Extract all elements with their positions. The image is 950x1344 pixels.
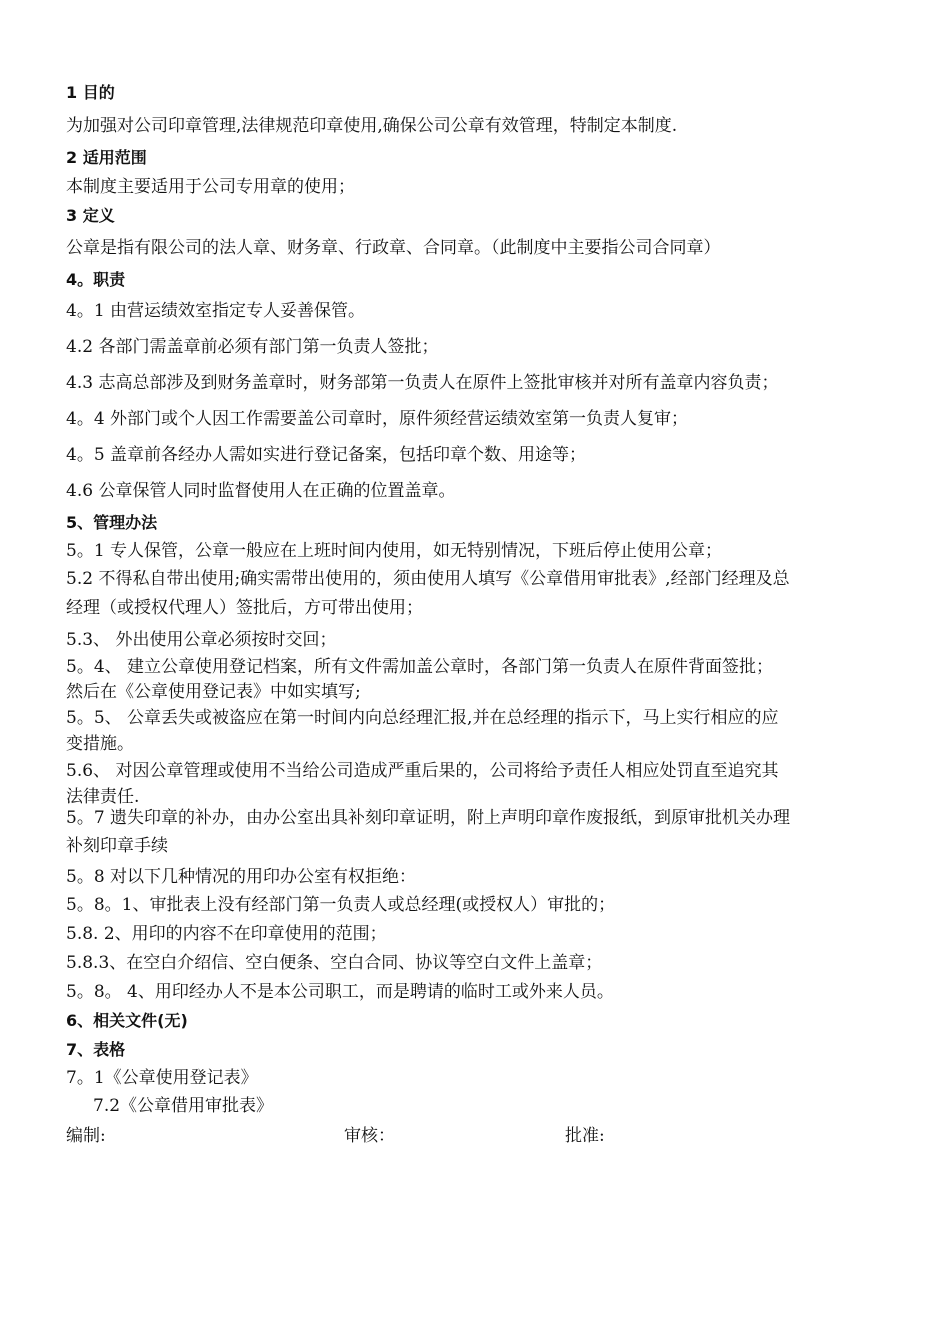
text-line: 5。8 对以下几种情况的用印办公室有权拒绝：	[66, 867, 417, 887]
section-2-body: 本制度主要适用于公司专用章的使用；	[66, 177, 355, 197]
text-line: 5。4、 建立公章使用登记档案，所有文件需加盖公章时，各部门第一负责人在原件背面签批；	[66, 657, 774, 677]
section-1-body: 为加强对公司印章管理,法律规范印章使用,确保公司公章有效管理，特制定本制度.	[66, 116, 678, 136]
list-item: 4.2 各部门需盖章前必须有部门第一负责人签批；	[66, 337, 439, 357]
text-line: 5。8。1、审批表上没有经部门第一负责人或总经理(或授权人）审批的；	[66, 895, 616, 915]
text-line: 补刻印章手续	[66, 836, 168, 856]
section-5-heading: 5、管理办法	[66, 513, 158, 532]
list-item: 4。5 盖章前各经办人需如实进行登记备案，包括印章个数、用途等；	[66, 445, 587, 465]
reviewed-by-label: 审核：	[344, 1126, 395, 1146]
section-1-heading: 1 目的	[66, 83, 115, 102]
text-line: 5。5、 公章丢失或被盗应在第一时间内向总经理汇报,并在总经理的指示下，马上实行相应的应	[66, 708, 779, 728]
list-item: 7.2《公章借用审批表》	[93, 1096, 274, 1116]
list-item: 4.3 志高总部涉及到财务盖章时，财务部第一负责人在原件上签批审核并对所有盖章内容负责；	[66, 373, 779, 393]
text-line: 经理（或授权代理人）签批后，方可带出使用；	[66, 598, 423, 618]
section-4-heading: 4。职责	[66, 270, 126, 289]
text-line: 然后在《公章使用登记表》中如实填写;	[66, 682, 361, 702]
section-3-heading: 3 定义	[66, 206, 115, 225]
list-item: 4。1 由营运绩效室指定专人妥善保管。	[66, 301, 366, 321]
text-line: 5.3、 外出使用公章必须按时交回；	[66, 630, 337, 650]
text-line: 法律责任.	[66, 787, 140, 807]
text-line: 5.8.3、在空白介绍信、空白便条、空白合同、协议等空白文件上盖章；	[66, 953, 603, 973]
text-line: 5.6、 对因公章管理或使用不当给公司造成严重后果的，公司将给予责任人相应处罚直至追究其	[66, 761, 779, 781]
section-7-heading: 7、表格	[66, 1040, 126, 1059]
text-line: 5.2 不得私自带出使用;确实需带出使用的，须由使用人填写《公章借用审批表》,经部门经理及总	[66, 569, 790, 589]
text-line: 5。1 专人保管，公章一般应在上班时间内使用，如无特别情况，下班后停止使用公章；	[66, 541, 723, 561]
approved-by-label: 批准:	[565, 1126, 605, 1146]
text-line: 变措施。	[66, 734, 134, 754]
section-2-heading: 2 适用范围	[66, 148, 147, 167]
list-item: 4.6 公章保管人同时监督使用人在正确的位置盖章。	[66, 481, 456, 501]
list-item: 4。4 外部门或个人因工作需要盖公司章时，原件须经营运绩效室第一负责人复审；	[66, 409, 689, 429]
prepared-by-label: 编制:	[66, 1126, 106, 1146]
section-3-body: 公章是指有限公司的法人章、财务章、行政章、合同章。（此制度中主要指公司合同章）	[66, 238, 721, 258]
list-item: 7。1《公章使用登记表》	[66, 1068, 258, 1088]
text-line: 5.8. 2、用印的内容不在印章使用的范围；	[66, 924, 387, 944]
text-line: 5。7 遗失印章的补办，由办公室出具补刻印章证明，附上声明印章作废报纸，到原审批机关办理	[66, 808, 791, 828]
section-6-heading: 6、相关文件(无)	[66, 1011, 188, 1030]
text-line: 5。8。 4、用印经办人不是本公司职工，而是聘请的临时工或外来人员。	[66, 982, 614, 1002]
